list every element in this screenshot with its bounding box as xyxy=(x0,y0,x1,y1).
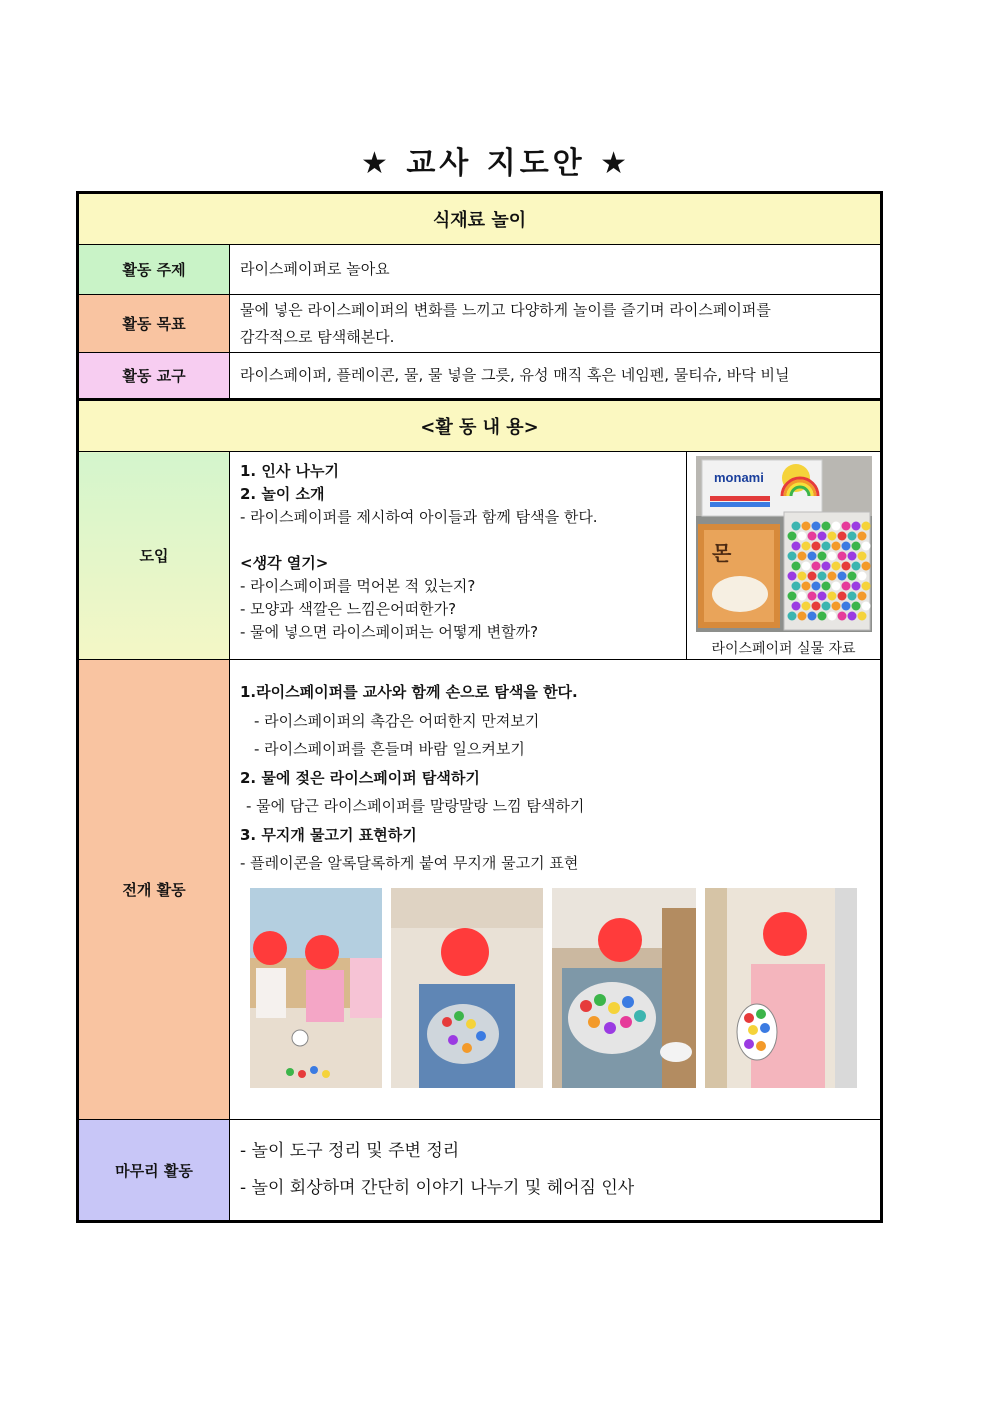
activity-photo-2 xyxy=(391,888,543,1088)
topic-label: 활동 주제 xyxy=(78,245,230,295)
photo-caption: 라이스페이퍼 실물 자료 xyxy=(711,641,856,657)
development-label: 전개 활동 xyxy=(78,660,230,1120)
intro-spacer xyxy=(240,529,676,552)
closing-line-2: - 놀이 회상하며 간단히 이야기 나누기 및 헤어짐 인사 xyxy=(240,1178,635,1198)
page-title: ★ 교사 지도안 ★ xyxy=(360,146,632,181)
tools-label: 활동 교구 xyxy=(78,353,230,400)
intro-line-1: 1. 인사 나누기 xyxy=(240,462,340,480)
goal-label: 활동 목표 xyxy=(78,295,230,353)
activity-photo-3 xyxy=(552,888,696,1088)
development-content xyxy=(230,660,882,1120)
intro-line-8: - 물에 넣으면 라이스페이퍼는 어떻게 변할까? xyxy=(240,623,539,641)
closing-label: 마무리 활동 xyxy=(78,1120,230,1222)
topic-value: 라이스페이퍼로 놀아요 xyxy=(230,245,882,295)
activity-photo-4 xyxy=(705,888,857,1088)
intro-label: 도입 xyxy=(78,452,230,660)
photo-brand-text: monami xyxy=(713,470,764,485)
tools-value: 라이스페이퍼, 플레이콘, 물, 물 넣을 그릇, 유성 매직 혹은 네임펜, 물티슈, 바닥 비닐 xyxy=(230,353,882,400)
intro-photo-cell xyxy=(687,452,882,660)
rice-paper-photo xyxy=(696,456,872,632)
goal-line-2: 감각적으로 탐색해본다. xyxy=(240,327,395,346)
lesson-plan-table xyxy=(76,191,883,1223)
dev-line-7: - 플레이콘을 알록달록하게 붙여 무지개 물고기 표현 xyxy=(240,854,579,872)
goal-line-1: 물에 넣은 라이스페이퍼의 변화를 느끼고 다양하게 놀이를 즐기며 라이스페이퍼를 xyxy=(240,300,771,319)
photo-pack-text: 몬 xyxy=(711,541,731,565)
intro-content xyxy=(230,452,687,660)
activity-category-header: 식재료 놀이 xyxy=(78,193,882,245)
intro-line-6: - 라이스페이퍼를 먹어본 적 있는지? xyxy=(240,577,476,595)
dev-line-3: - 라이스페이퍼를 흔들며 바람 일으켜보기 xyxy=(254,740,525,758)
dev-line-5: - 물에 담근 라이스페이퍼를 말랑말랑 느낌 탐색하기 xyxy=(246,797,585,815)
dev-line-2: - 라이스페이퍼의 촉감은 어떠한지 만져보기 xyxy=(254,711,540,730)
closing-content xyxy=(230,1120,882,1222)
intro-line-5: <생각 열기> xyxy=(240,554,329,572)
closing-line-1: - 놀이 도구 정리 및 주변 정리 xyxy=(240,1141,460,1161)
intro-line-2: 2. 놀이 소개 xyxy=(240,485,325,503)
content-header: <활 동 내 용> xyxy=(78,400,882,452)
goal-value xyxy=(230,295,882,353)
intro-line-7: - 모양과 색깔은 느낌은어떠한가? xyxy=(240,600,457,618)
dev-line-4: 2. 물에 젖은 라이스페이퍼 탐색하기 xyxy=(240,768,480,787)
dev-line-6: 3. 무지개 물고기 표현하기 xyxy=(240,825,417,844)
activity-photos xyxy=(250,888,870,1088)
activity-photo-1 xyxy=(250,888,382,1088)
dev-line-1: 1.라이스페이퍼를 교사와 함께 손으로 탐색을 한다. xyxy=(240,683,578,701)
intro-line-3: - 라이스페이퍼를 제시하여 아이들과 함께 탐색을 한다. xyxy=(240,508,598,526)
